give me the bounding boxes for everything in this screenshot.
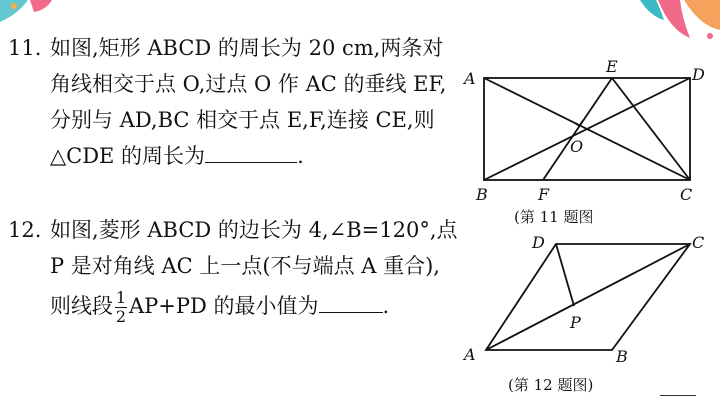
problem-12-text-1: 如图,菱形 ABCD 的边长为 4,∠B=120°,点 (50, 218, 458, 242)
label-d: D (532, 233, 545, 252)
problem-12 (8, 212, 460, 328)
problem-11 (8, 30, 460, 174)
corner-decoration-right (620, 0, 720, 42)
problem-11-text-3: 分别与 AD,BC 相交于点 E,F,连接 CE,则 (50, 108, 435, 132)
problem-12-line-3 (8, 284, 460, 328)
problem-12-text-3a: 则线段 (50, 294, 113, 318)
figure-11-rectangle (462, 54, 714, 204)
label-f: F (538, 185, 550, 204)
problem-12-line-1 (8, 212, 460, 248)
problem-11-text-4: △CDE 的周长为 (50, 144, 206, 168)
problem-12-line-2 (8, 248, 460, 284)
caption-underline (660, 395, 696, 396)
label-b: B (616, 347, 628, 366)
problem-11-number: 11. (8, 36, 42, 60)
fraction-denominator: 2 (115, 307, 127, 326)
label-c: C (692, 233, 705, 252)
problem-11-text-2: 角线相交于点 O,过点 O 作 AC 的垂线 EF, (50, 72, 447, 96)
label-b: B (476, 185, 488, 204)
problem-11-line-1 (8, 30, 460, 66)
fraction-numerator: 1 (115, 288, 127, 307)
figure-12-rhombus (462, 232, 714, 372)
answer-blank-11[interactable] (205, 142, 297, 163)
problem-11-line-2 (8, 66, 460, 102)
label-p: P (570, 313, 581, 332)
label-e: E (606, 57, 618, 76)
problem-11-period: . (297, 144, 304, 168)
fraction-one-half (115, 289, 127, 326)
problem-12-period: . (382, 294, 390, 318)
figure-12-caption: (第 12 题图) (508, 376, 594, 394)
corner-decoration-left (0, 0, 60, 28)
label-a: A (464, 345, 476, 364)
label-a: A (464, 69, 476, 88)
problem-12-text-2: P 是对角线 AC 上一点(不与端点 A 重合), (50, 254, 440, 278)
label-c: C (680, 185, 693, 204)
segment-ce (612, 78, 690, 180)
segment-ef (543, 78, 612, 180)
problem-11-text-1: 如图,矩形 ABCD 的周长为 20 cm,两条对 (50, 36, 444, 60)
problem-11-line-4 (8, 138, 460, 174)
segment-pd (556, 244, 574, 306)
right-angle-mark (573, 120, 583, 126)
answer-blank-12[interactable] (319, 292, 383, 313)
problem-12-text-3b: AP+PD 的最小值为 (129, 294, 319, 318)
label-o: O (570, 137, 584, 156)
figure-11-caption: (第 11 题图 (514, 208, 594, 226)
problem-11-line-3 (8, 102, 460, 138)
problem-12-number: 12. (8, 218, 42, 242)
diagonal-ac (486, 244, 690, 350)
label-d: D (692, 65, 705, 84)
